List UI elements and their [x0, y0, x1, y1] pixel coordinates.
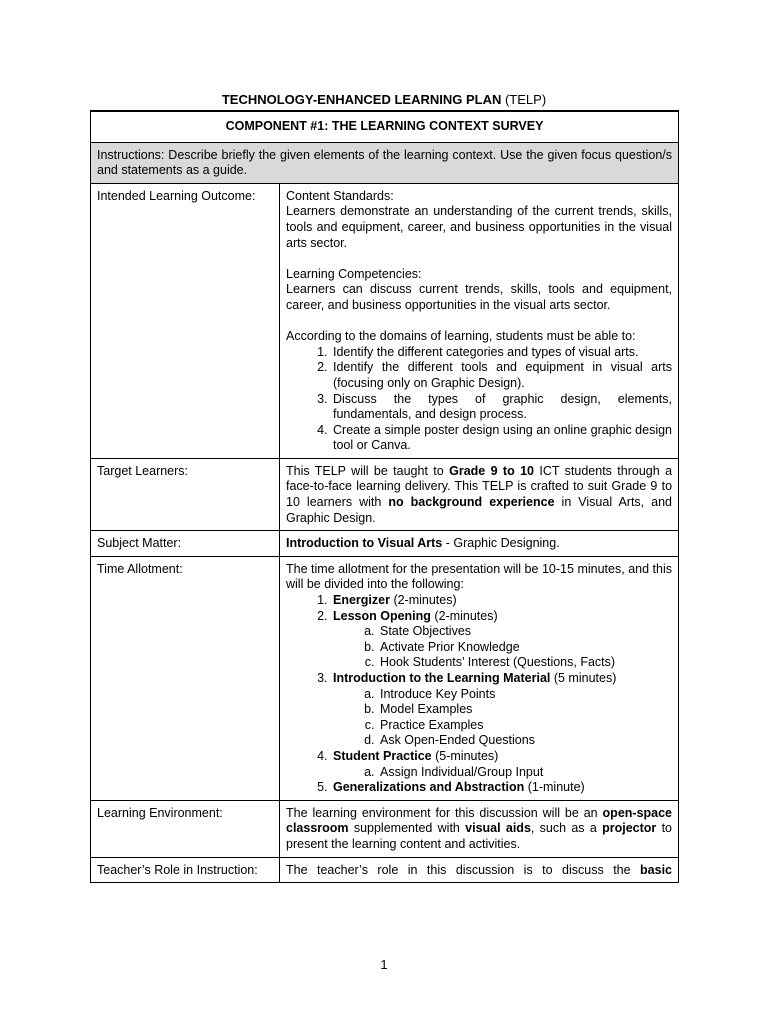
- time-subitems: [333, 765, 672, 781]
- ilo-row: [91, 183, 679, 458]
- component-heading: COMPONENT #1: THE LEARNING CONTEXT SURVEY: [91, 111, 679, 142]
- target-learners-text: This TELP will be taught to Grade 9 to 10 ICT students through a face-to-face learning delivery. This TELP is crafted to suit Grade 9 to 10 learners with no background experience in Visual Arts, and Graphic Design.: [280, 458, 679, 530]
- page-number: 1: [380, 957, 388, 972]
- instructions-text: Instructions: Describe briefly the given elements of the learning context. Use the given focus question/s and statements as a guide.: [91, 142, 679, 183]
- learning-environment-label: Learning Environment:: [91, 800, 280, 857]
- learning-plan-table: [90, 110, 679, 883]
- objectives-list: [286, 345, 672, 454]
- teacher-role-text: The teacher’s role in this discussion is to discuss the basic: [280, 857, 679, 883]
- target-learners-row: [91, 458, 679, 530]
- time-subitem: c. Practice Examples: [378, 718, 672, 734]
- time-subitems: [333, 624, 672, 671]
- time-subitem: c. Hook Students’ Interest (Questions, Facts): [378, 655, 672, 671]
- content-standards-text: Learners demonstrate an understanding of the current trends, skills, tools and equipment, career, and business opportunities in the visual arts sector.: [286, 204, 673, 250]
- time-allotment-row: [91, 556, 679, 800]
- instructions-row: [91, 142, 679, 183]
- ilo-content: [280, 183, 679, 458]
- time-subitem: b. Model Examples: [378, 702, 672, 718]
- learning-environment-text: The learning environment for this discussion will be an open-space classroom supplemented with visual aids, such as a projector to present the learning content and activities.: [280, 800, 679, 857]
- time-allotment-list: [286, 593, 672, 796]
- time-allotment-label: Time Allotment:: [91, 556, 280, 800]
- time-subitem: d. Ask Open-Ended Questions: [378, 733, 672, 749]
- document-title: [90, 91, 678, 109]
- time-item: 3. Introduction to the Learning Material (5 minutes) a. Introduce Key Points b. Model Examples c. Practice Examples d. Ask Open-Ended Questions: [331, 671, 672, 749]
- time-subitem: a. Assign Individual/Group Input: [378, 765, 672, 781]
- time-allotment-intro: The time allotment for the presentation will be 10-15 minutes, and this will be divided into the following:: [286, 561, 673, 592]
- objective-item: 3. Discuss the types of graphic design, elements, fundamentals, and design process.: [331, 392, 672, 423]
- time-item: 4. Student Practice (5-minutes) a. Assign Individual/Group Input: [331, 749, 672, 780]
- teacher-role-label: Teacher’s Role in Instruction:: [91, 857, 280, 883]
- domains-intro: According to the domains of learning, students must be able to:: [286, 329, 636, 344]
- subject-matter-text: Introduction to Visual Arts - Graphic Designing.: [280, 531, 679, 557]
- time-subitem: b. Activate Prior Knowledge: [378, 640, 672, 656]
- time-subitems: [333, 687, 672, 749]
- competencies-heading: Learning Competencies:: [286, 266, 422, 281]
- time-item: 2. Lesson Opening (2-minutes) a. State Objectives b. Activate Prior Knowledge c. Hook Students’ Interest (Questions, Facts): [331, 609, 672, 671]
- document-title-suffix: (TELP): [501, 92, 547, 107]
- time-item: 5. Generalizations and Abstraction (1-minute): [331, 780, 672, 796]
- time-subitem: a. Introduce Key Points: [378, 687, 672, 703]
- subject-matter-label: Subject Matter:: [91, 531, 280, 557]
- competencies-text: Learners can discuss current trends, skills, tools and equipment, career, and business opportunities in the visual arts sector.: [286, 282, 673, 312]
- objective-item: 1. Identify the different categories and types of visual arts.: [331, 345, 672, 361]
- teacher-role-row: [91, 857, 679, 883]
- objective-item: 2. Identify the different tools and equipment in visual arts (focusing only on Graphic Design).: [331, 360, 672, 391]
- ilo-label: Intended Learning Outcome:: [91, 183, 280, 458]
- time-subitem: a. State Objectives: [378, 624, 672, 640]
- learning-environment-row: [91, 800, 679, 857]
- component-heading-row: [91, 111, 679, 142]
- time-item: 1. Energizer (2-minutes): [331, 593, 672, 609]
- time-allotment-content: [280, 556, 679, 800]
- content-standards-heading: Content Standards:: [286, 188, 394, 203]
- target-learners-label: Target Learners:: [91, 458, 280, 530]
- objective-item: 4. Create a simple poster design using an online graphic design tool or Canva.: [331, 423, 672, 454]
- subject-matter-row: [91, 531, 679, 557]
- document-title-main: TECHNOLOGY-ENHANCED LEARNING PLAN: [221, 92, 502, 107]
